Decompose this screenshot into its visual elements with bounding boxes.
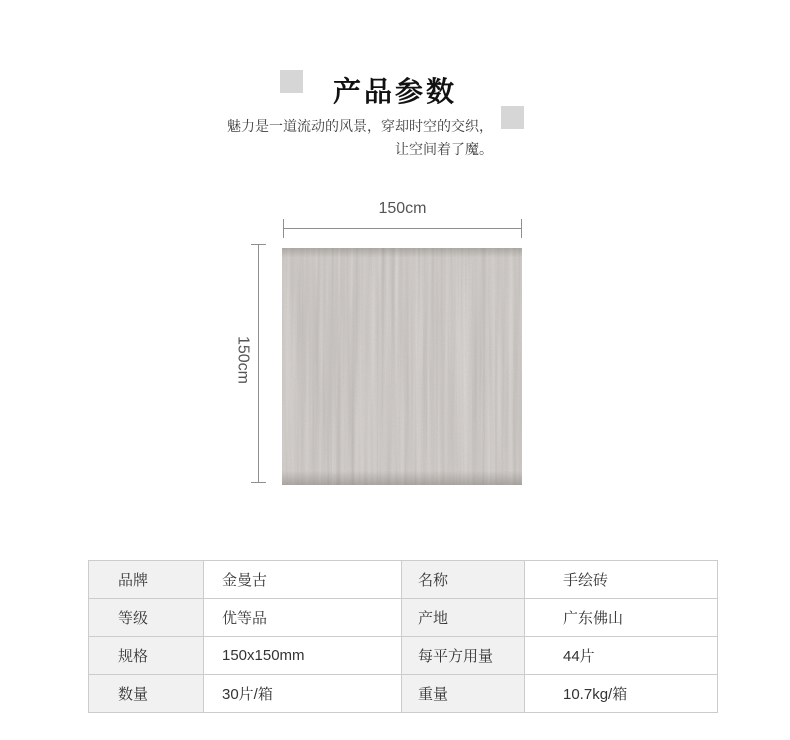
tile-texture: [282, 248, 522, 485]
spec-value-size: 150x150mm: [204, 637, 402, 675]
height-dimension-line: [258, 244, 259, 483]
product-tile-image: [282, 248, 522, 485]
spec-value-quantity: 30片/箱: [204, 675, 402, 713]
spec-label-usage: 每平方用量: [402, 637, 525, 675]
spec-label-size: 规格: [89, 637, 204, 675]
spec-value-usage: 44片: [525, 637, 718, 675]
spec-value-grade: 优等品: [204, 599, 402, 637]
spec-value-brand: 金曼古: [204, 561, 402, 599]
deco-square-icon: [501, 106, 524, 129]
spec-label-grade: 等级: [89, 599, 204, 637]
subtitle-line-2: 让空间着了魔。: [395, 141, 493, 157]
spec-label-name: 名称: [402, 561, 525, 599]
spec-value-weight: 10.7kg/箱: [525, 675, 718, 713]
table-row: [89, 561, 718, 599]
spec-value-origin: 广东佛山: [525, 599, 718, 637]
width-dimension-label: 150cm: [378, 200, 427, 217]
spec-label-quantity: 数量: [89, 675, 204, 713]
spec-value-name: 手绘砖: [525, 561, 718, 599]
width-dimension-line: [283, 228, 522, 229]
height-dimension-label: 150cm: [234, 335, 252, 385]
table-row: [89, 675, 718, 713]
table-row: [89, 599, 718, 637]
table-row: [89, 637, 718, 675]
page-title: 产品参数: [332, 76, 457, 107]
spec-label-brand: 品牌: [89, 561, 204, 599]
subtitle-line-1: 魅力是一道流动的风景，穿却时空的交织，: [227, 118, 493, 134]
spec-label-origin: 产地: [402, 599, 525, 637]
subtitle: [227, 115, 493, 161]
spec-label-weight: 重量: [402, 675, 525, 713]
specs-table: [88, 560, 718, 713]
